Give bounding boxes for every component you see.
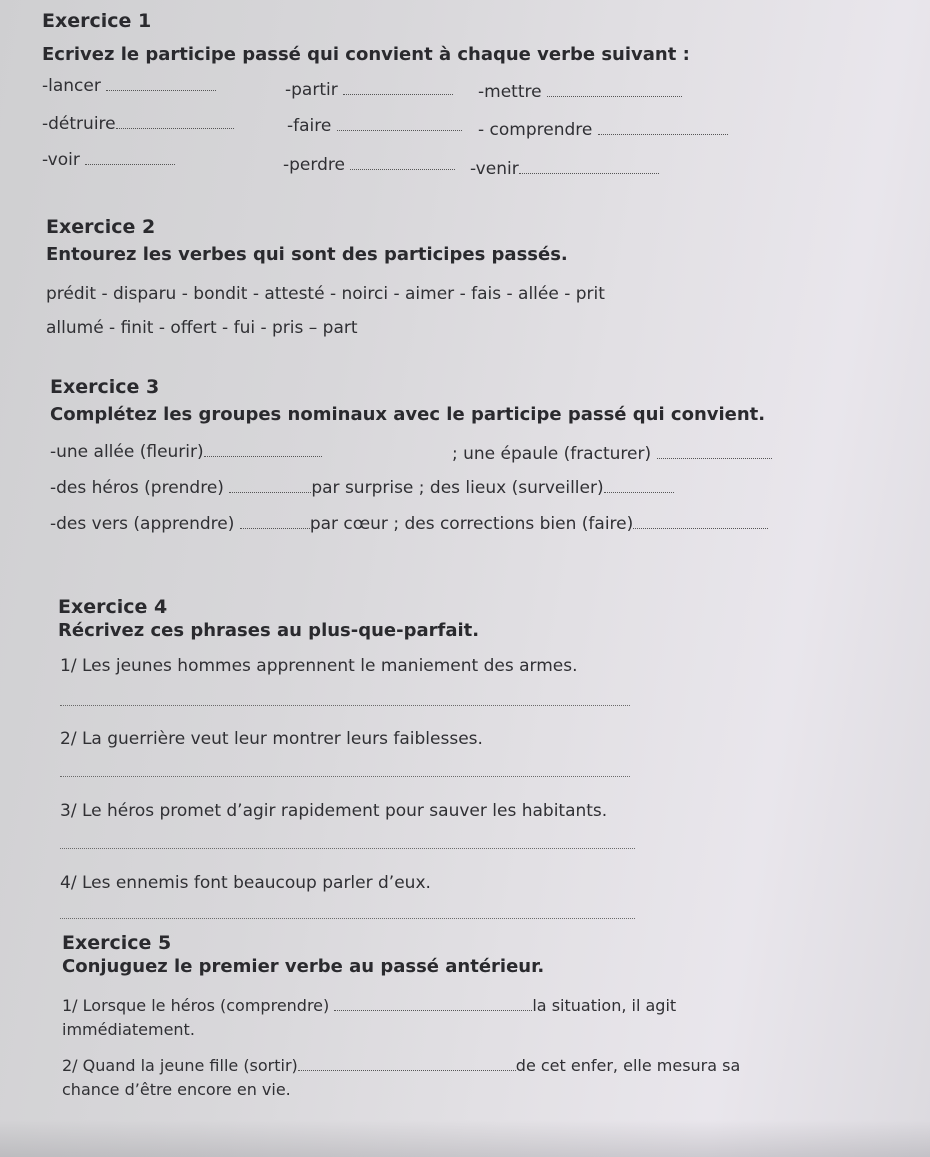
ex5-question-1-end: immédiatement. xyxy=(62,1020,195,1039)
ex1-verb-comprendre: - comprendre xyxy=(478,120,728,140)
ex1-verb-mettre: -mettre xyxy=(478,82,682,102)
ex4-answer-line-1 xyxy=(60,705,630,706)
ex5-title: Exercice 5 xyxy=(62,932,172,954)
ex4-sentence-3: 3/ Le héros promet d’agir rapidement pour sauver les habitants. xyxy=(60,801,608,821)
ex3-item-fleurir: -une allée (fleurir) xyxy=(50,442,322,462)
ex1-verb-faire: -faire xyxy=(287,116,462,136)
ex1-verb-voir: -voir xyxy=(42,150,175,170)
ex3-instruction: Complétez les groupes nominaux avec le participe passé qui convient. xyxy=(50,404,766,425)
ex1-verb-perdre: -perdre xyxy=(283,155,455,175)
ex4-answer-line-2 xyxy=(60,776,630,777)
page-bottom-shadow xyxy=(0,1120,930,1157)
ex1-verb-partir: -partir xyxy=(285,80,453,100)
ex4-answer-line-3 xyxy=(60,848,635,849)
ex5-instruction: Conjuguez le premier verbe au passé antérieur. xyxy=(62,956,545,977)
ex4-sentence-4: 4/ Les ennemis font beaucoup parler d’eux. xyxy=(60,873,431,893)
ex4-title: Exercice 4 xyxy=(58,596,168,618)
ex1-verb-lancer: -lancer xyxy=(42,76,216,96)
ex1-instruction: Ecrivez le participe passé qui convient à chaque verbe suivant : xyxy=(42,44,690,65)
ex3-item-apprendre: -des vers (apprendre) par cœur ; des corrections bien (faire) xyxy=(50,514,768,534)
ex4-sentence-1: 1/ Les jeunes hommes apprennent le maniement des armes. xyxy=(60,656,578,676)
ex2-verbs-line1: prédit - disparu - bondit - attesté - noirci - aimer - fais - allée - prit xyxy=(46,284,605,304)
ex2-instruction: Entourez les verbes qui sont des participes passés. xyxy=(46,244,568,265)
ex4-instruction: Récrivez ces phrases au plus-que-parfait. xyxy=(58,620,480,641)
ex1-verb-detruire: -détruire xyxy=(42,114,234,134)
ex5-question-2-end: chance d’être encore en vie. xyxy=(62,1080,291,1099)
ex3-item-fracturer: ; une épaule (fracturer) xyxy=(452,444,772,464)
ex3-item-prendre: -des héros (prendre) par surprise ; des lieux (surveiller) xyxy=(50,478,674,498)
ex3-title: Exercice 3 xyxy=(50,376,160,398)
ex5-question-2: 2/ Quand la jeune fille (sortir) de cet enfer, elle mesura sa xyxy=(62,1056,741,1075)
ex1-verb-venir: -venir xyxy=(470,159,659,179)
ex1-title: Exercice 1 xyxy=(42,10,152,32)
ex4-answer-line-4 xyxy=(60,918,635,919)
ex5-question-1: 1/ Lorsque le héros (comprendre) la situation, il agit xyxy=(62,996,677,1015)
ex4-sentence-2: 2/ La guerrière veut leur montrer leurs faiblesses. xyxy=(60,729,483,749)
ex2-title: Exercice 2 xyxy=(46,216,156,238)
ex2-verbs-line2: allumé - finit - offert - fui - pris – part xyxy=(46,318,358,338)
